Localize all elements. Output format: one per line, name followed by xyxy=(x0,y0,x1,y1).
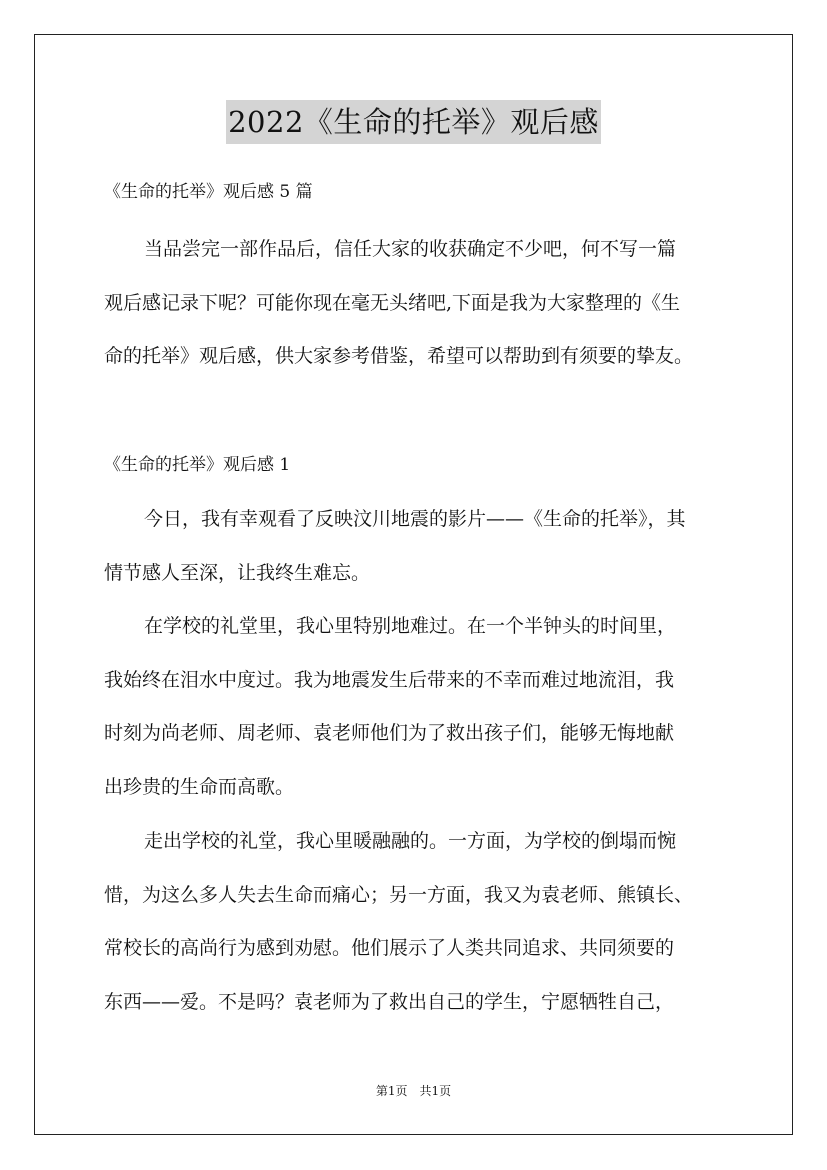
document-title: 2022《生命的托举》观后感 xyxy=(226,100,601,144)
paragraph-line: 出珍贵的生命而高歌。 xyxy=(104,775,295,798)
page-number-footer: 第1页 共1页 xyxy=(375,1084,452,1098)
paragraph-line: 今日，我有幸观看了反映汶川地震的影片——《生命的托举》，其 xyxy=(144,508,686,530)
document-subtitle: 《生命的托举》观后感 5 篇 xyxy=(104,182,313,202)
body-paragraph-3 xyxy=(104,826,734,1040)
paragraph-line: 情节感人至深，让我终生难忘。 xyxy=(104,561,371,584)
paragraph-line: 东西——爱。不是吗？袁老师为了救出自己的学生，宁愿牺牲自己， xyxy=(104,990,675,1013)
intro-line: 观后感记录下呢？可能你现在毫无头绪吧,下面是我为大家整理的《生 xyxy=(104,291,681,314)
paragraph-line: 我始终在泪水中度过。我为地震发生后带来的不幸而难过地流泪，我 xyxy=(104,668,675,691)
body-paragraph-1 xyxy=(104,504,734,611)
intro-line: 命的托举》观后感，供大家参考借鉴，希望可以帮助到有须要的挚友。 xyxy=(104,345,694,367)
intro-paragraph xyxy=(104,234,734,395)
body-paragraph-2 xyxy=(104,611,734,825)
section-heading: 《生命的托举》观后感 1 xyxy=(104,455,291,475)
paragraph-line: 时刻为尚老师、周老师、袁老师他们为了救出孩子们，能够无悔地献 xyxy=(104,722,675,744)
intro-line: 当品尝完一部作品后，信任大家的收获确定不少吧，何不写一篇 xyxy=(144,238,677,260)
paragraph-line: 走出学校的礼堂，我心里暖融融的。一方面，为学校的倒塌而惋 xyxy=(144,830,677,852)
paragraph-line: 常校长的高尚行为感到劝慰。他们展示了人类共同追求、共同须要的 xyxy=(104,937,675,959)
document-title-container xyxy=(0,100,827,144)
paragraph-line: 在学校的礼堂里，我心里特别地难过。在一个半钟头的时间里， xyxy=(144,615,677,637)
paragraph-line: 惜，为这么多人失去生命而痛心；另一方面，我又为袁老师、熊镇长、 xyxy=(104,883,694,906)
